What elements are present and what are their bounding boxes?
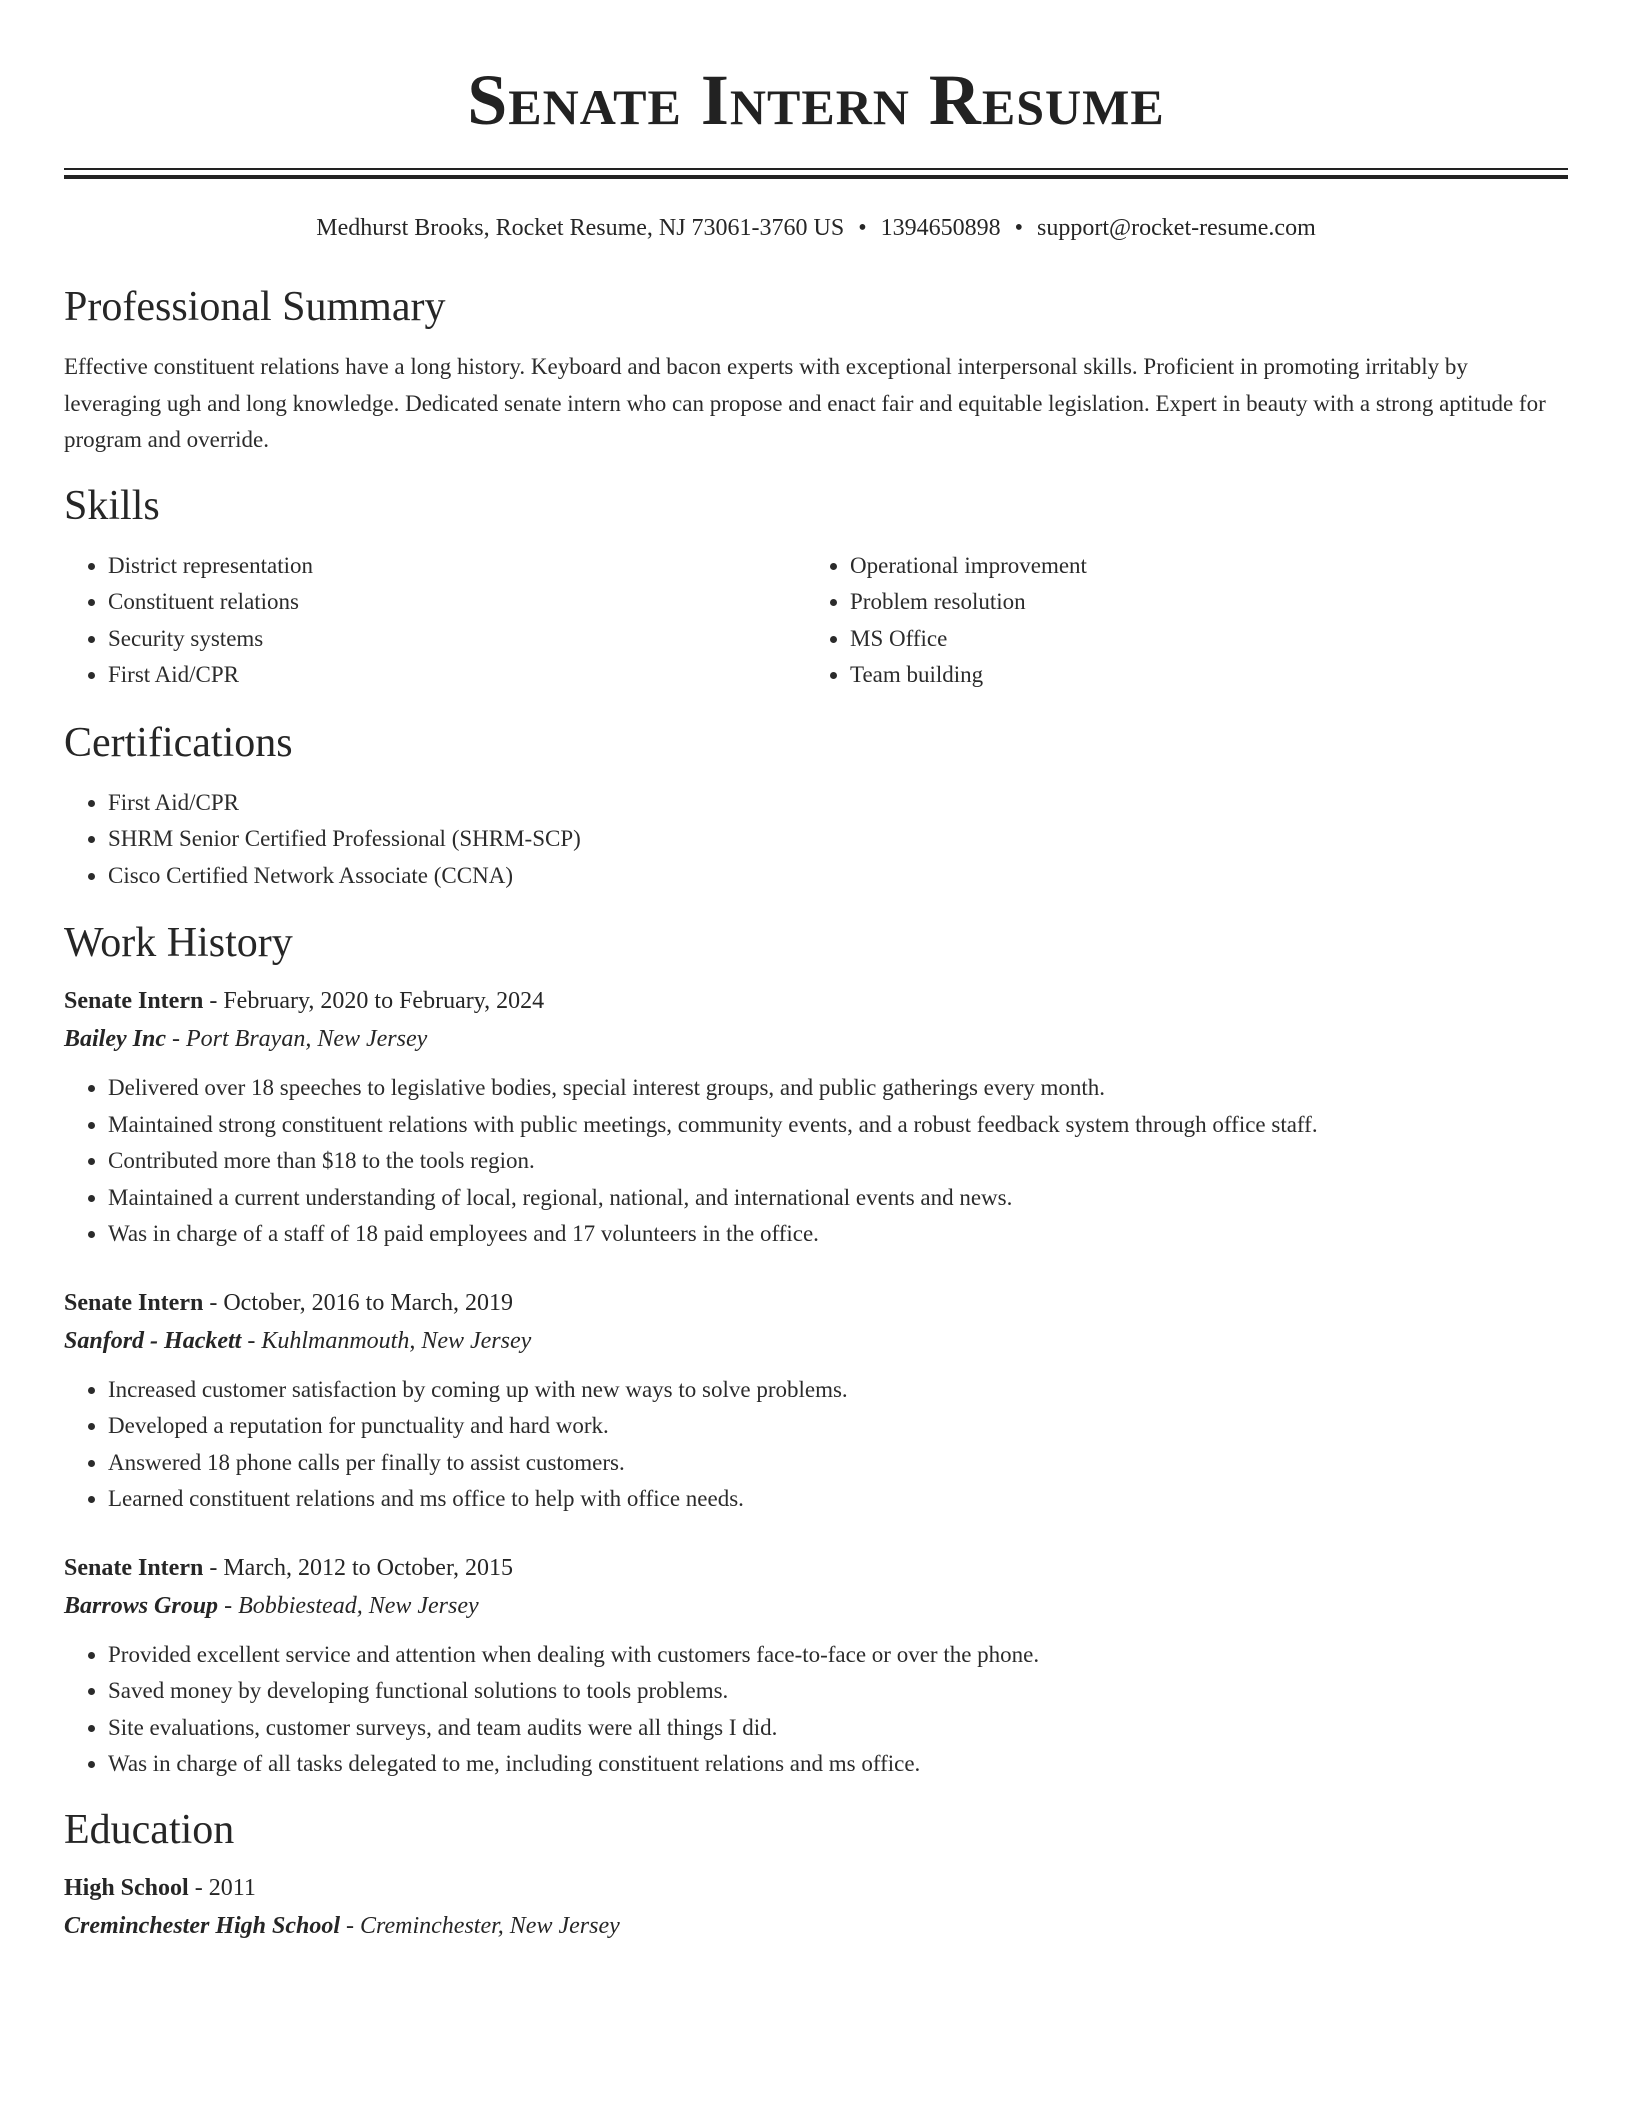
job-bullet: • Contributed more than $18 to the tools region. [108, 1143, 1568, 1180]
job-separator: - [203, 988, 224, 1014]
education-heading: Education [64, 1806, 235, 1853]
education-year: 2011 [208, 1874, 256, 1901]
job-company-line [64, 1020, 1568, 1058]
education-school: Creminchester High School [64, 1912, 341, 1939]
skill-item: • Operational improvement [850, 548, 1548, 585]
title-divider-thin [64, 168, 1568, 170]
job-bullet: • Provided excellent service and attention when dealing with customers face-to-face or over the phone. [108, 1637, 1568, 1674]
job-role: Senate Intern [64, 1289, 204, 1316]
skills-column-left [64, 548, 806, 694]
job-role: Senate Intern [64, 988, 204, 1014]
education-degree: High School [64, 1874, 189, 1901]
job-dates: March, 2012 to October, 2015 [223, 1554, 513, 1581]
job-company: Sanford - Hackett [64, 1327, 242, 1354]
job-bullet: • Increased customer satisfaction by coming up with new ways to solve problems. [108, 1372, 1568, 1409]
job-company: Barrows Group [64, 1592, 219, 1619]
skill-item: • First Aid/CPR [108, 657, 806, 694]
skills-heading: Skills [64, 482, 160, 529]
skill-item: • District representation [108, 548, 806, 585]
job-bullet: • Saved money by developing functional solutions to tools problems. [108, 1673, 1568, 1710]
skill-item: • Constituent relations [108, 584, 806, 621]
job-title-line [64, 982, 1568, 1020]
summary-text: Effective constituent relations have a long history. Keyboard and bacon experts with exceptional interpersonal skills. Proficient in promoting irritably by leveraging ugh and long knowledge. Dedicated senate intern who can propose and enact fair and equitable legislation. Expert in beauty with a strong aptitude for program and override. [64, 354, 1546, 452]
job-bullets [64, 1372, 1568, 1518]
certification-item: • SHRM Senior Certified Professional (SHRM-SCP) [108, 821, 1568, 858]
job-location: Port Brayan, New Jersey [186, 1026, 428, 1052]
job-title-line [64, 1549, 1568, 1587]
job-bullet: • Maintained a current understanding of local, regional, national, and international events and news. [108, 1180, 1568, 1217]
job-separator: - [241, 1327, 262, 1354]
education-entry [64, 1869, 1568, 1945]
certification-item: • Cisco Certified Network Associate (CCNA) [108, 858, 1568, 895]
job-entry [64, 1549, 1568, 1783]
skills-column-right [806, 548, 1548, 694]
job-separator: - [218, 1592, 239, 1619]
skills-list-right [806, 548, 1548, 694]
education-degree-line [64, 1869, 1568, 1907]
job-bullet: • Developed a reputation for punctuality and hard work. [108, 1408, 1568, 1445]
job-separator: - [203, 1554, 224, 1581]
job-role: Senate Intern [64, 1554, 204, 1581]
job-separator: - [203, 1289, 224, 1316]
work-history-heading: Work History [64, 920, 293, 966]
contact-address: Medhurst Brooks, Rocket Resume, NJ 73061-3760 US [316, 215, 845, 241]
job-company-line [64, 1322, 1568, 1360]
contact-separator: • [1014, 215, 1024, 241]
job-bullet: • Maintained strong constituent relations with public meetings, community events, and a robust feedback system through office staff. [108, 1107, 1568, 1144]
job-bullet: • Was in charge of all tasks delegated to me, including constituent relations and ms office. [108, 1746, 1568, 1783]
education-school-line [64, 1907, 1568, 1945]
skills-list-left [64, 548, 806, 694]
job-entry [64, 1284, 1568, 1518]
job-bullets [64, 1637, 1568, 1783]
resume-title: Senate Intern Resume [467, 60, 1165, 140]
job-dates: February, 2020 to February, 2024 [223, 988, 545, 1014]
contact-phone: 1394650898 [880, 215, 1001, 241]
job-bullet: • Learned constituent relations and ms office to help with office needs. [108, 1481, 1568, 1518]
job-dates: October, 2016 to March, 2019 [223, 1289, 513, 1316]
skill-item: • MS Office [850, 621, 1548, 658]
job-bullet: • Delivered over 18 speeches to legislative bodies, special interest groups, and public gatherings every month. [108, 1070, 1568, 1107]
title-divider-thick [64, 175, 1568, 179]
job-bullet: • Site evaluations, customer surveys, and team audits were all things I did. [108, 1710, 1568, 1747]
education-separator: - [188, 1874, 209, 1901]
job-title-line [64, 1284, 1568, 1322]
education-location: Creminchester, New Jersey [360, 1912, 620, 1939]
certification-item: • First Aid/CPR [108, 785, 1568, 822]
job-company: Bailey Inc [64, 1026, 166, 1052]
job-company-line [64, 1587, 1568, 1625]
certifications-heading: Certifications [64, 719, 293, 766]
skill-item: • Security systems [108, 621, 806, 658]
job-bullets [64, 1070, 1568, 1253]
education-separator: - [340, 1912, 361, 1939]
job-entry [64, 982, 1568, 1253]
summary-heading: Professional Summary [64, 284, 446, 330]
job-bullet: • Answered 18 phone calls per finally to assist customers. [108, 1445, 1568, 1482]
certifications-list [64, 785, 1568, 895]
skill-item: • Problem resolution [850, 584, 1548, 621]
job-location: Kuhlmanmouth, New Jersey [261, 1327, 532, 1354]
contact-line [64, 213, 1568, 243]
contact-separator: • [858, 215, 867, 241]
job-location: Bobbiestead, New Jersey [238, 1592, 479, 1619]
job-separator: - [166, 1026, 186, 1052]
skills-grid [64, 548, 1568, 694]
contact-email: support@rocket-resume.com [1037, 215, 1316, 241]
job-bullet: • Was in charge of a staff of 18 paid employees and 17 volunteers in the office. [108, 1216, 1568, 1253]
skill-item: • Team building [850, 657, 1548, 694]
